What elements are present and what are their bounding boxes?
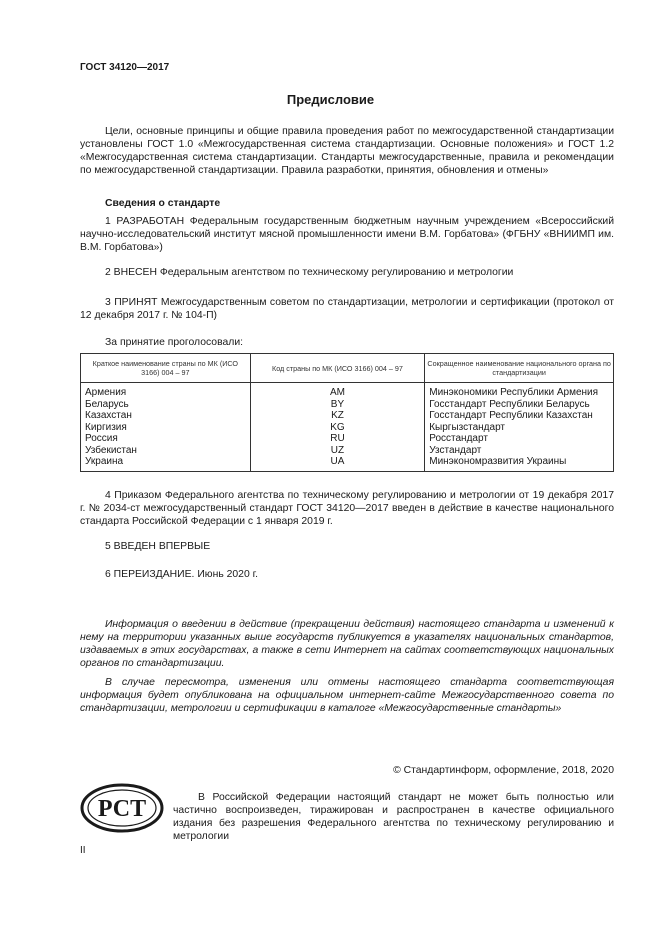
standards-body: Минэкономики Республики Армения <box>425 383 614 399</box>
voted-label: За принятие проголосовали: <box>105 337 244 348</box>
standards-body: Госстандарт Республики Казахстан <box>425 410 614 422</box>
table-row <box>81 433 614 445</box>
logo-letters: РСТ <box>97 796 147 822</box>
standards-body: Росстандарт <box>425 433 614 445</box>
table-row <box>81 410 614 422</box>
column-header-country: Краткое наименование страны по МК (ИСО 3166) 004 – 97 <box>81 354 251 383</box>
section-heading: Сведения о стандарте <box>105 198 221 209</box>
country-name: Беларусь <box>81 399 251 411</box>
info-paragraph-1: Информация о введении в действие (прекращении действия) настоящего стандарта и изменений к нему на территории указанных выше государств публикуется в указателях национальных стандартов, издаваемых в этих государствах, а также в сети Интернет на сайтах соответствующих национальных органов по стандартизации. <box>80 619 614 669</box>
standards-body: Кыргызстандарт <box>425 422 614 434</box>
rst-certification-mark-icon <box>80 783 164 838</box>
country-name: Россия <box>81 433 251 445</box>
standards-body: Госстандарт Республики Беларусь <box>425 399 614 411</box>
table-row <box>81 399 614 411</box>
country-code: KG <box>250 422 425 434</box>
country-code: AM <box>250 383 425 399</box>
country-name: Казахстан <box>81 410 251 422</box>
page-number: II <box>80 845 86 856</box>
standards-body: Минэкономразвития Украины <box>425 456 614 471</box>
column-header-code: Код страны по МК (ИСО 3166) 004 – 97 <box>250 354 425 383</box>
item-developed: 1 РАЗРАБОТАН Федеральным государственным бюджетным научным учреждением «Всероссийский научно-исследовательский институт мясной промышленности имени В.М. Горбатова» (ФГБНУ «ВНИИМП им. В.М. Горбатова») <box>80 216 614 253</box>
country-code: RU <box>250 433 425 445</box>
country-code: BY <box>250 399 425 411</box>
info-paragraph-2: В случае пересмотра, изменения или отмены настоящего стандарта соответствующая информация будет опубликована на официальном интернет-сайте Межгосударственного совета по стандартизации, метрологии и сертификации в каталоге «Межгосударственные стандарты» <box>80 677 614 714</box>
country-name: Армения <box>81 383 251 399</box>
column-header-body: Сокращенное наименование национального органа по стандартизации <box>425 354 614 383</box>
country-code: UZ <box>250 445 425 457</box>
table-row <box>81 445 614 457</box>
copyright-line: © Стандартинформ, оформление, 2018, 2020 <box>393 765 614 776</box>
country-name: Киргизия <box>81 422 251 434</box>
copyright-notice: В Российской Федерации настоящий стандарт не может быть полностью или частично воспроизведен, тиражирован и распространен в качестве официального издания без разрешения Федерального агентства по техническому регулированию и метрологии <box>173 792 614 842</box>
country-name: Узбекистан <box>81 445 251 457</box>
page-title: Предисловие <box>286 92 375 107</box>
item-first-time: 5 ВВЕДЕН ВПЕРВЫЕ <box>105 541 211 552</box>
country-name: Украина <box>81 456 251 471</box>
standards-body: Узстандарт <box>425 445 614 457</box>
item-reissue: 6 ПЕРЕИЗДАНИЕ. Июнь 2020 г. <box>105 569 259 580</box>
country-code: KZ <box>250 410 425 422</box>
intro-paragraph: Цели, основные принципы и общие правила проведения работ по межгосударственной стандартизации установлены ГОСТ 1.0 «Межгосударственная система стандартизации. Основные положения» и ГОСТ 1.2 «Межгосударственная система стандартизации. Стандарты межгосударственные, правила и рекомендации по межгосударственной стандартизации. Правила разработки, принятия, обновления и отмены» <box>80 126 614 176</box>
item-adopted: 3 ПРИНЯТ Межгосударственным советом по стандартизации, метрологии и сертификации (протокол от 12 декабря 2017 г. № 104-П) <box>80 297 614 321</box>
table-row <box>81 383 614 399</box>
voting-table <box>80 353 614 472</box>
document-code: ГОСТ 34120—2017 <box>80 62 170 73</box>
table-row <box>81 422 614 434</box>
table-header-row <box>81 354 614 383</box>
table-row <box>81 456 614 471</box>
logo-graphic <box>80 783 164 833</box>
item-order: 4 Приказом Федерального агентства по техническому регулированию и метрологии от 19 декабря 2017 г. № 2034-ст межгосударственный стандарт ГОСТ 34120—2017 введен в действие в качестве национального стандарта Российской Федерации с 1 января 2019 г. <box>80 490 614 527</box>
item-introduced-by: 2 ВНЕСЕН Федеральным агентством по техническому регулированию и метрологии <box>105 267 514 278</box>
country-code: UA <box>250 456 425 471</box>
